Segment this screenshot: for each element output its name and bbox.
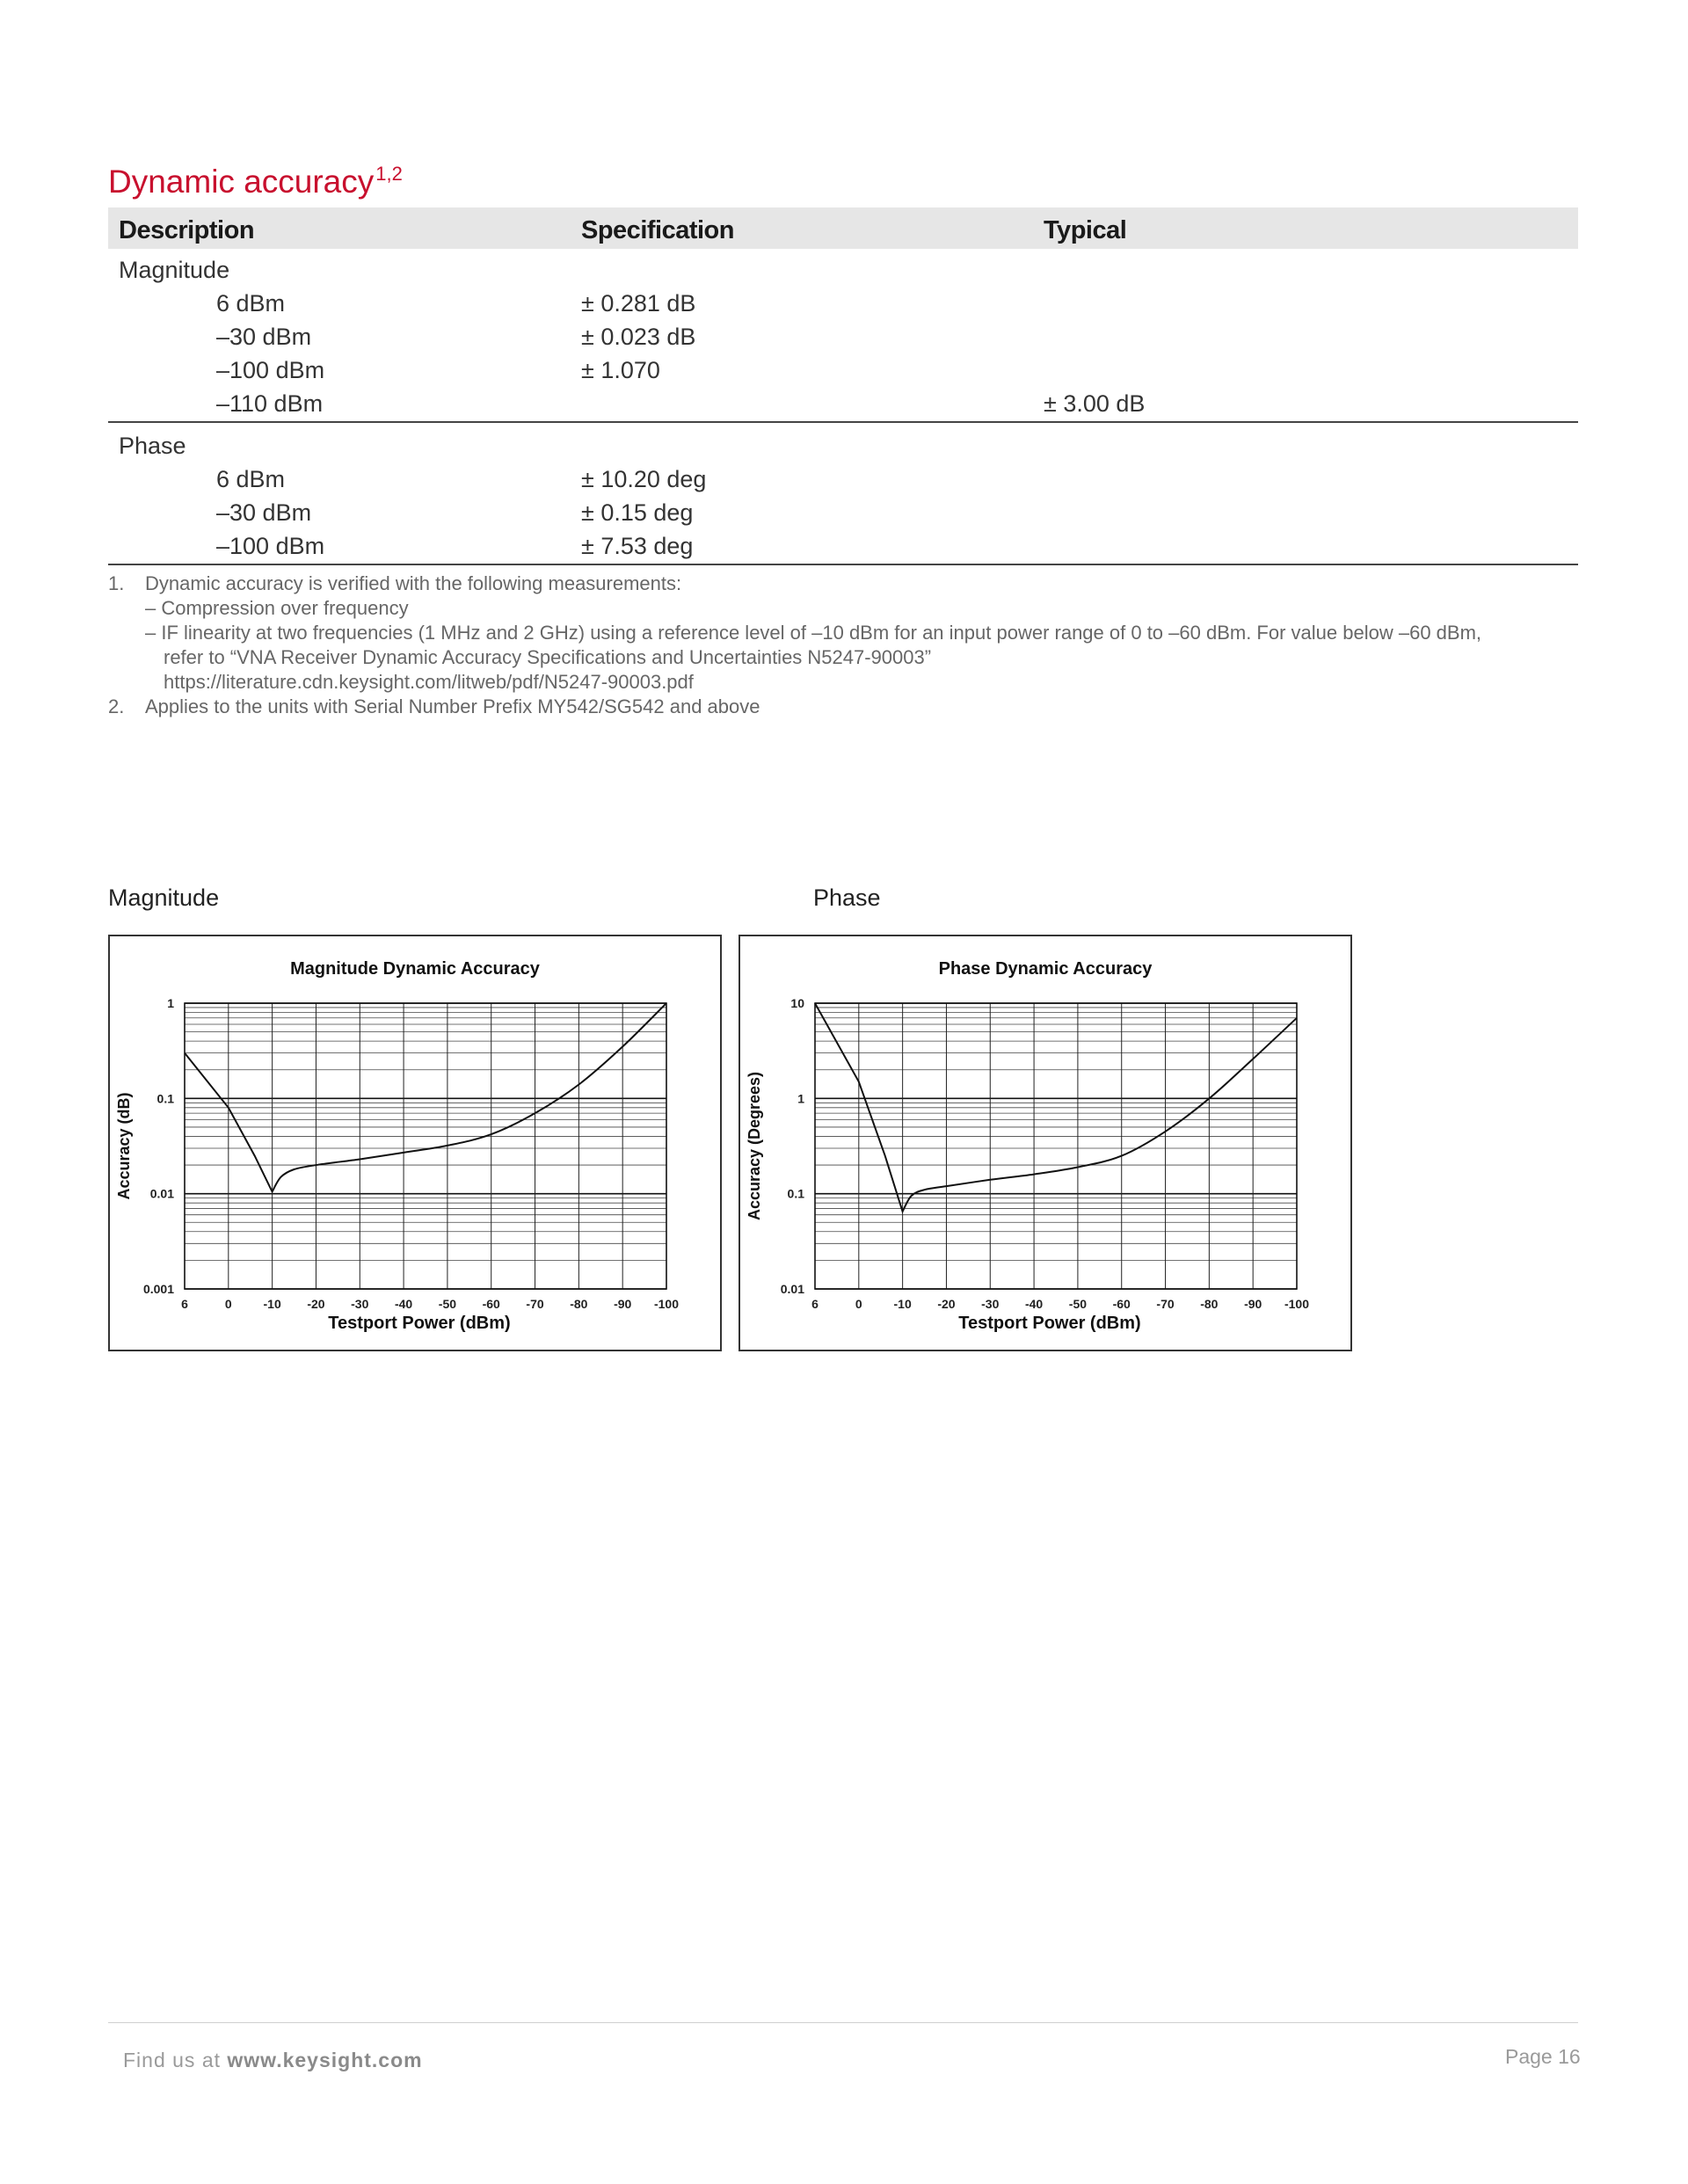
footer-find-us [123, 2049, 423, 2072]
row-level: –100 dBm [216, 357, 325, 383]
table-row [108, 428, 1578, 462]
footer-url-link[interactable]: www.keysight.com [227, 2049, 423, 2071]
row-level: –30 dBm [216, 499, 312, 526]
magnitude-x-tick-label: -60 [482, 1297, 500, 1311]
table-row [108, 386, 1578, 419]
phase-chart-svg [740, 936, 1350, 1350]
row-spec: ± 0.023 dB [581, 324, 696, 350]
row-spec: ± 10.20 deg [581, 466, 707, 492]
phase-x-tick-label: -10 [893, 1297, 912, 1311]
phase-x-tick-label: 6 [811, 1297, 819, 1311]
section-title-text: Dynamic accuracy [108, 164, 375, 200]
phase-x-axis-label: Testport Power (dBm) [958, 1314, 1141, 1333]
footnote-text: – Compression over frequency [145, 597, 409, 619]
table-header [108, 207, 1578, 249]
phase-chart-caption: Phase [813, 885, 881, 911]
phase-x-tick-label: -20 [937, 1297, 956, 1311]
footnote-1-link [108, 670, 1603, 695]
header-typical: Typical [1044, 216, 1127, 244]
magnitude-x-tick-label: -70 [526, 1297, 544, 1311]
magnitude-plot-frame [185, 1003, 666, 1289]
row-level: –110 dBm [216, 390, 324, 417]
magnitude-y-tick-label: 0.001 [142, 1282, 174, 1296]
footer-divider [108, 2022, 1578, 2023]
magnitude-chart-title: Magnitude Dynamic Accuracy [290, 959, 540, 979]
table-row [108, 319, 1578, 353]
magnitude-chart-svg [110, 936, 720, 1350]
footnote-text: – IF linearity at two frequencies (1 MHz and 2 GHz) using a reference level of –10 dBm for an input power range of 0 to –60 dBm. For value below –60 dBm, [145, 622, 1482, 644]
magnitude-x-tick-label: -50 [438, 1297, 457, 1311]
phase-x-tick-label: -50 [1068, 1297, 1088, 1311]
magnitude-x-tick-label: -20 [307, 1297, 325, 1311]
magnitude-y-tick-label: 1 [167, 996, 174, 1010]
footnote-1-item-cont [108, 645, 1603, 670]
footnote-text: Dynamic accuracy is verified with the following measurements: [145, 572, 682, 594]
table-row [108, 286, 1578, 319]
table-row [108, 495, 1578, 528]
magnitude-x-tick-label: -90 [614, 1297, 632, 1311]
phase-chart [738, 935, 1352, 1351]
table-row [108, 462, 1578, 495]
row-spec: ± 1.070 [581, 357, 660, 383]
phase-x-tick-label: -60 [1112, 1297, 1131, 1311]
spec-table [108, 207, 1578, 565]
row-spec: ± 0.15 deg [581, 499, 694, 526]
table-row [108, 252, 1578, 286]
row-level: 6 dBm [216, 290, 286, 317]
phase-x-tick-label: -30 [981, 1297, 1000, 1311]
footnote-1-item [108, 596, 1603, 621]
page-number: Page 16 [1505, 2045, 1581, 2068]
footnote-1-item [108, 621, 1603, 645]
magnitude-series-line [185, 1003, 666, 1191]
magnitude-x-axis-label: Testport Power (dBm) [328, 1314, 511, 1333]
table-row [108, 528, 1578, 562]
magnitude-x-tick-label: 6 [181, 1297, 188, 1311]
magnitude-group [108, 249, 1578, 423]
footnotes [108, 571, 1603, 719]
phase-plot-frame [815, 1003, 1297, 1289]
magnitude-chart-caption: Magnitude [108, 885, 220, 911]
phase-group [108, 423, 1578, 565]
header-specification: Specification [581, 216, 734, 244]
section-title [108, 163, 403, 200]
row-level: 6 dBm [216, 466, 286, 492]
footnote-text: refer to “VNA Receiver Dynamic Accuracy Specifications and Uncertainties N5247-90003” [164, 646, 932, 668]
group-label-magnitude: Magnitude [119, 257, 230, 283]
phase-x-tick-label: -90 [1244, 1297, 1262, 1311]
magnitude-x-tick-label: -100 [653, 1297, 680, 1311]
phase-chart-title: Phase Dynamic Accuracy [938, 959, 1153, 979]
phase-y-tick-label: 0.1 [787, 1186, 804, 1201]
phase-y-tick-label: 1 [797, 1091, 804, 1106]
row-typical: ± 3.00 dB [1044, 390, 1146, 417]
row-spec: ± 0.281 dB [581, 290, 696, 317]
footnote-1 [108, 571, 1603, 596]
footnote-link[interactable]: https://literature.cdn.keysight.com/litweb/pdf/N5247-90003.pdf [164, 671, 694, 693]
phase-x-tick-label: 0 [855, 1297, 862, 1311]
footer-prefix: Find us at [123, 2049, 228, 2071]
magnitude-chart [108, 935, 722, 1351]
row-spec: ± 7.53 deg [581, 533, 694, 559]
phase-y-tick-label: 10 [790, 996, 804, 1010]
header-description: Description [119, 216, 255, 244]
magnitude-x-tick-label: -30 [351, 1297, 369, 1311]
section-title-footnote-ref: 1,2 [375, 163, 403, 185]
group-label-phase: Phase [119, 433, 186, 459]
phase-x-tick-label: -40 [1024, 1297, 1044, 1311]
magnitude-x-tick-label: -10 [263, 1297, 281, 1311]
row-level: –30 dBm [216, 324, 312, 350]
phase-x-tick-label: -100 [1284, 1297, 1310, 1311]
phase-x-tick-label: -70 [1156, 1297, 1175, 1311]
magnitude-y-tick-label: 0.1 [156, 1091, 174, 1106]
row-level: –100 dBm [216, 533, 325, 559]
magnitude-y-axis-label: Accuracy (dB) [115, 1092, 133, 1200]
magnitude-y-tick-label: 0.01 [149, 1186, 174, 1201]
magnitude-x-tick-label: 0 [224, 1297, 232, 1311]
footnote-2 [108, 695, 1603, 719]
footnote-number: 1. [108, 572, 125, 594]
footnote-text: Applies to the units with Serial Number Prefix MY542/SG542 and above [145, 695, 760, 717]
phase-x-tick-label: -80 [1200, 1297, 1219, 1311]
table-row [108, 353, 1578, 386]
footnote-number: 2. [108, 695, 125, 717]
phase-y-tick-label: 0.01 [780, 1282, 804, 1296]
magnitude-x-tick-label: -40 [394, 1297, 413, 1311]
magnitude-x-tick-label: -80 [570, 1297, 588, 1311]
phase-y-axis-label: Accuracy (Degrees) [746, 1071, 763, 1221]
